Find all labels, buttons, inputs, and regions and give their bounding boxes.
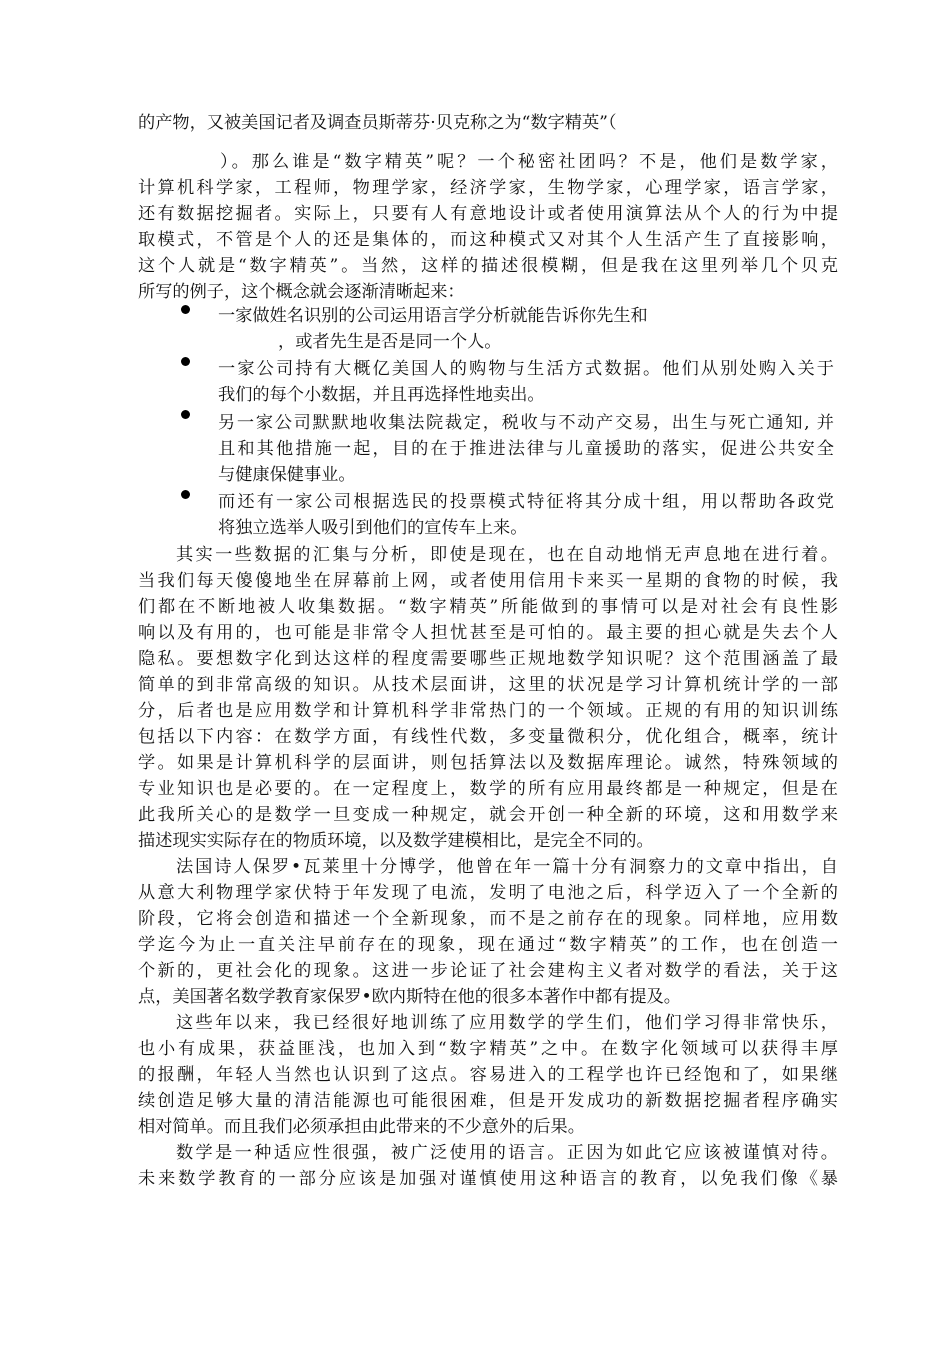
text-line: 数学是一种适应性很强，被广泛使用的语言。正因为如此它应该被谨慎对待。 (176, 1143, 838, 1163)
text-line: 法国诗人保罗•瓦莱里十分博学，他曾在年一篇十分有洞察力的文章中指出，自 (176, 857, 838, 877)
text-line: 专业知识也是必要的。在一定程度上，数学的所有应用最终都是一种规定，但是在 (138, 779, 838, 799)
text-line: 阶段，它将会创造和描述一个全新现象，而不是之前存在的现象。同样地，应用数 (138, 909, 838, 929)
text-line: 描述现实实际存在的物质环境，以及数学建模相比，是完全不同的。 (138, 831, 654, 851)
bullet-icon (181, 410, 190, 419)
text-line: 学迄今为止一直关注早前存在的现象，现在通过“数字精英”的工作，也在创造一 (138, 935, 838, 955)
text-line: 的产物，又被美国记者及调查员斯蒂芬·贝克称之为“数字精英”（ (138, 113, 617, 133)
text-line: 这个人就是“数字精英”。当然，这样的描述很模糊，但是我在这里列举几个贝克 (138, 256, 838, 276)
text-line: 的报酬，年轻人当然也认识到了这点。容易进入的工程学也许已经饱和了，如果继 (138, 1065, 838, 1085)
list-item-continuation: 我们的每个小数据，并且再选择性地卖出。 (218, 385, 545, 405)
list-item: 一家公司持有大概亿美国人的购物与生活方式数据。他们从别处购入关于 (218, 359, 834, 379)
text-line: 们都在不断地被人收集数据。“数字精英”所能做到的事情可以是对社会有良性影 (138, 597, 838, 617)
text-line: 简单的到非常高级的知识。从技术层面讲，这里的状况是学习计算机统计学的一部 (138, 675, 838, 695)
text-line: 响以及有用的，也可能是非常令人担忧甚至是可怕的。最主要的担心就是失去个人 (138, 623, 838, 643)
text-line: 隐私。要想数字化到达这样的程度需要哪些正规地数学知识呢？这个范围涵盖了最 (138, 649, 838, 669)
text-line: 当我们每天傻傻地坐在屏幕前上网，或者使用信用卡来买一星期的食物的时候，我 (138, 571, 838, 591)
text-line: 其实一些数据的汇集与分析，即使是现在，也在自动地悄无声息地在进行着。 (176, 545, 838, 565)
list-item: 一家做姓名识别的公司运用语言学分析就能告诉你先生和 (218, 306, 648, 326)
list-item-continuation: ，或者先生是否是同一个人。 (278, 332, 502, 352)
text-line: 分，后者也是应用数学和计算机科学非常热门的一个领域。正规的有用的知识训练 (138, 701, 838, 721)
text-line: 包括以下内容：在数学方面，有线性代数，多变量微积分，优化组合，概率，统计 (138, 727, 838, 747)
text-line: 未来数学教育的一部分应该是加强对谨慎使用这种语言的教育，以免我们像《暴 (138, 1169, 838, 1189)
text-line: ）。那么谁是“数字精英”呢？一个秘密社团吗？不是，他们是数学家， (220, 152, 838, 172)
bullet-icon (181, 490, 190, 499)
list-item: 另一家公司默默地收集法院裁定，税收与不动产交易，出生与死亡通知, 并 (218, 413, 834, 433)
text-line: 相对简单。而且我们必须承担由此带来的不少意外的后果。 (138, 1117, 585, 1137)
text-line: 学。如果是计算机科学的层面讲，则包括算法以及数据库理论。诚然，特殊领域的 (138, 753, 838, 773)
bullet-icon (181, 357, 190, 366)
bullet-icon (181, 305, 190, 314)
text-line: 点，美国著名数学教育家保罗•欧内斯特在他的很多本著作中都有提及。 (138, 987, 681, 1007)
list-item-continuation: 与健康保健事业。 (218, 465, 356, 485)
text-line: 还有数据挖掘者。实际上，只要有人有意地设计或者使用演算法从个人的行为中提 (138, 204, 838, 224)
text-line: 计算机科学家，工程师，物理学家，经济学家，生物学家，心理学家，语言学家， (138, 178, 838, 198)
text-line: 个新的，更社会化的现象。这进一步论证了社会建构主义者对数学的看法，关于这 (138, 961, 838, 981)
text-line: 此我所关心的是数学一旦变成一种规定，就会开创一种全新的环境，这和用数学来 (138, 805, 838, 825)
text-line: 从意大利物理学家伏特于年发现了电流，发明了电池之后，科学迈入了一个全新的 (138, 883, 838, 903)
text-line: 取模式，不管是个人的还是集体的，而这种模式又对其个人生活产生了直接影响， (138, 230, 838, 250)
list-item: 而还有一家公司根据选民的投票模式特征将其分成十组，用以帮助各政党 (218, 492, 834, 512)
list-item-continuation: 将独立选举人吸引到他们的宣传车上来。 (218, 518, 528, 538)
list-item-continuation: 且和其他措施一起，目的在于推进法律与儿童援助的落实，促进公共安全 (218, 439, 834, 459)
text-line: 所写的例子，这个概念就会逐渐清晰起来： (138, 282, 465, 302)
text-line: 续创造足够大量的清洁能源也可能很困难，但是开发成功的新数据挖掘者程序确实 (138, 1091, 838, 1111)
text-line: 也小有成果，获益匪浅，也加入到“数字精英”之中。在数字化领域可以获得丰厚 (138, 1039, 838, 1059)
text-line: 这些年以来，我已经很好地训练了应用数学的学生们，他们学习得非常快乐， (176, 1013, 838, 1033)
